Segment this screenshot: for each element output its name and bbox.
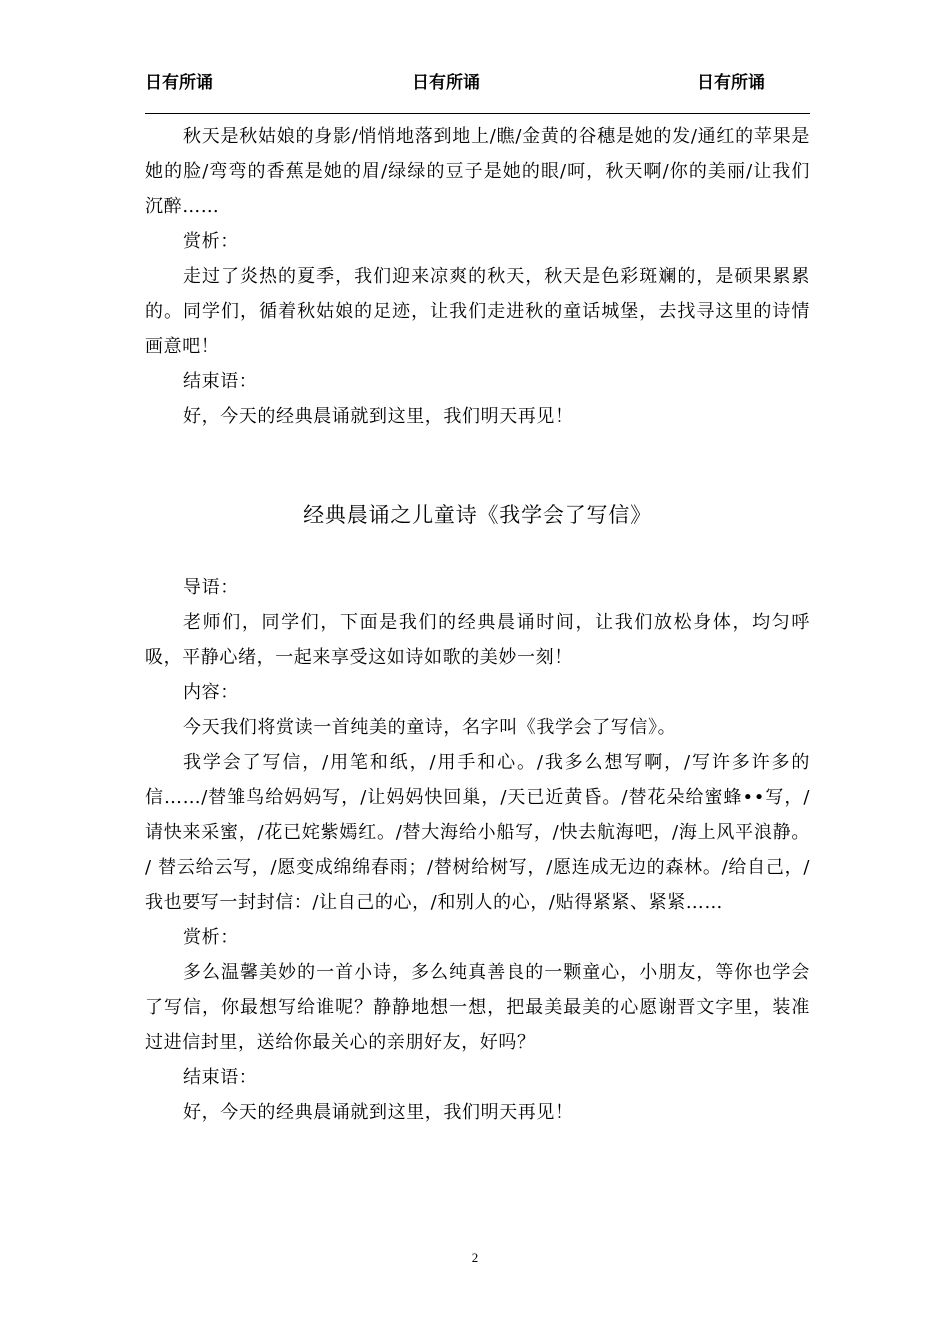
closing-text: 好，今天的经典晨诵就到这里，我们明天再见！: [183, 406, 574, 427]
header-right-text: 日有所诵: [697, 73, 765, 93]
letter-poem-text: 我学会了写信，/用笔和纸，/用手和心。/我多么想写啊，/写许多许多的信……/替雏鸟给妈妈写，/让妈妈快回巢，/天已近黄昏。/替花朵给蜜蜂••写，/请快来采蜜，/花已姹紫嫣红。/替大海给小船写，/快去航海吧，/海上风平浪静。 / 替云给云写，/愿变成绵绵春雨；/替树给树写，/愿连成无边的森林。/给自己，/我也要写一封封信：/让自己的心，/和别人的心，/贴得紧紧、紧紧……: [145, 752, 810, 913]
section-spacer: [145, 434, 810, 500]
appreciation-label-2: 赏析：: [183, 927, 239, 948]
autumn-poem-text: 秋天是秋姑娘的身影/悄悄地落到地上/瞧/金黄的谷穗是她的发/通红的苹果是她的脸/弯弯的香蕉是她的眉/绿绿的豆子是她的眼/呵，秋天啊/你的美丽/让我们沉醉……: [145, 126, 810, 217]
closing-label-2: 结束语：: [183, 1067, 258, 1088]
content-label: 内容：: [183, 682, 239, 703]
header-left-text: 日有所诵: [145, 73, 213, 93]
page-number: 2: [471, 1250, 479, 1265]
closing-text-2: 好，今天的经典晨诵就到这里，我们明天再见！: [183, 1102, 574, 1123]
page-header: [145, 68, 810, 96]
appreciation-text-2: 多么温馨美妙的一首小诗，多么纯真善良的一颗童心，小朋友，等你也学会了写信，你最想写给谁呢？静静地想一想，把最美最美的心愿谢晋文字里，装准过进信封里，送给你最关心的亲朋好友，好吗？: [145, 962, 810, 1053]
section-title: 经典晨诵之儿童诗《我学会了写信》: [303, 503, 652, 527]
appreciation-label: 赏析：: [183, 231, 239, 252]
title-spacer: [145, 530, 810, 570]
header-center-text: 日有所诵: [412, 73, 480, 93]
document-body: [145, 119, 810, 1130]
appreciation-text: 走过了炎热的夏季，我们迎来凉爽的秋天，秋天是色彩斑斓的，是硕果累累的。同学们，循着秋姑娘的足迹，让我们走进秋的童话城堡，去找寻这里的诗情画意吧！: [145, 266, 810, 357]
content-intro-text: 今天我们将赏读一首纯美的童诗，名字叫《我学会了写信》。: [183, 717, 677, 738]
header-divider: [145, 113, 810, 114]
closing-label: 结束语：: [183, 371, 258, 392]
intro-text: 老师们，同学们，下面是我们的经典晨诵时间，让我们放松身体，均匀呼吸，平静心绪，一起来享受这如诗如歌的美妙一刻！: [145, 612, 810, 668]
intro-label: 导语：: [183, 577, 239, 598]
